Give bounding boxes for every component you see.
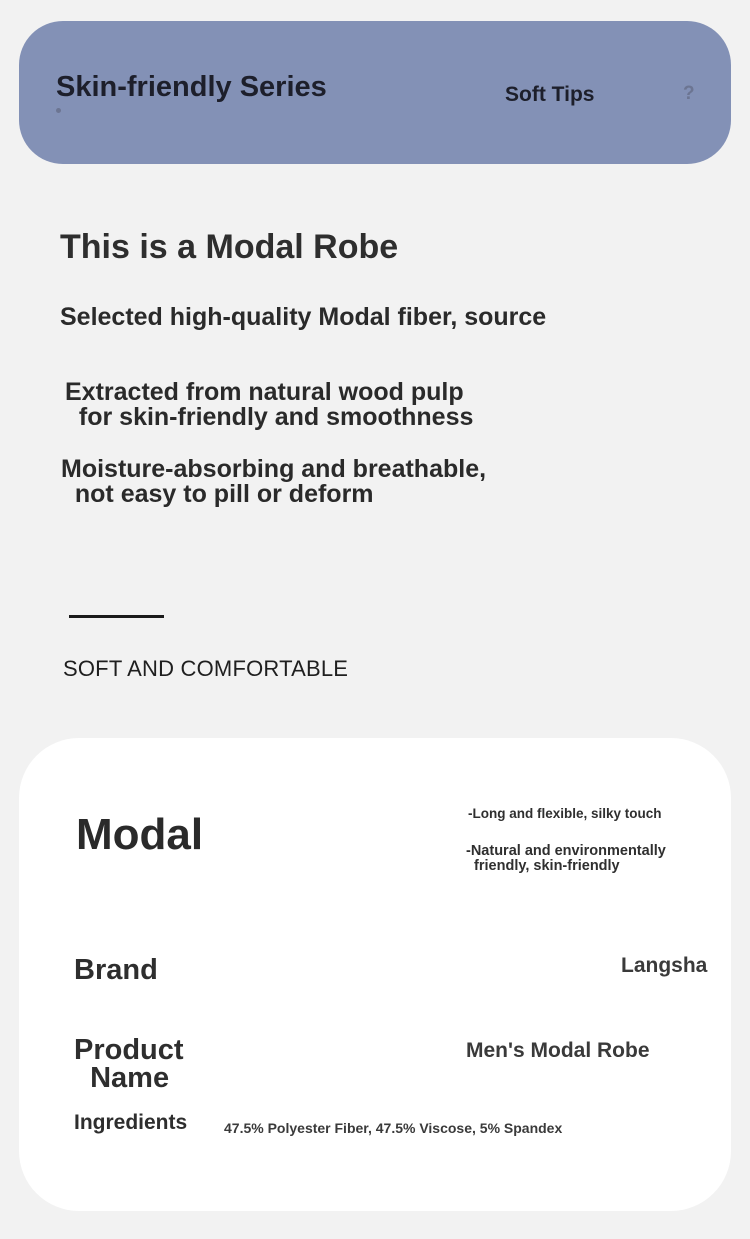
feature-text: Moisture-absorbing and breathable, not easy to pill or deform — [61, 455, 487, 508]
material-perk: -Long and flexible, silky touch — [468, 806, 662, 821]
product-name-value: Men's Modal Robe — [466, 1039, 650, 1062]
ingredients-label: Ingredients — [74, 1111, 188, 1134]
intro-title: This is a Modal Robe — [60, 228, 399, 266]
section-subtitle: SOFT AND COMFORTABLE — [63, 656, 349, 681]
product-name-label: Product Name — [74, 1034, 184, 1094]
brand-value: Langsha — [621, 954, 708, 977]
section-divider — [69, 615, 164, 618]
ingredients-value: 47.5% Polyester Fiber, 47.5% Viscose, 5% Spandex — [224, 1120, 563, 1136]
soft-tips-label: Soft Tips — [505, 83, 595, 106]
brand-label: Brand — [74, 954, 158, 986]
question-mark-icon: ? — [683, 83, 695, 104]
series-title: Skin-friendly Series — [56, 71, 327, 103]
material-name: Modal — [76, 810, 204, 859]
spec-card — [19, 738, 731, 1211]
feature-text: Extracted from natural wood pulp for skin-friendly and smoothness — [65, 378, 474, 431]
material-perk: -Natural and environmentally friendly, skin-friendly — [466, 843, 666, 874]
dot-icon — [56, 108, 61, 113]
series-header — [19, 21, 731, 164]
feature-text: Selected high-quality Modal fiber, source — [60, 303, 547, 331]
